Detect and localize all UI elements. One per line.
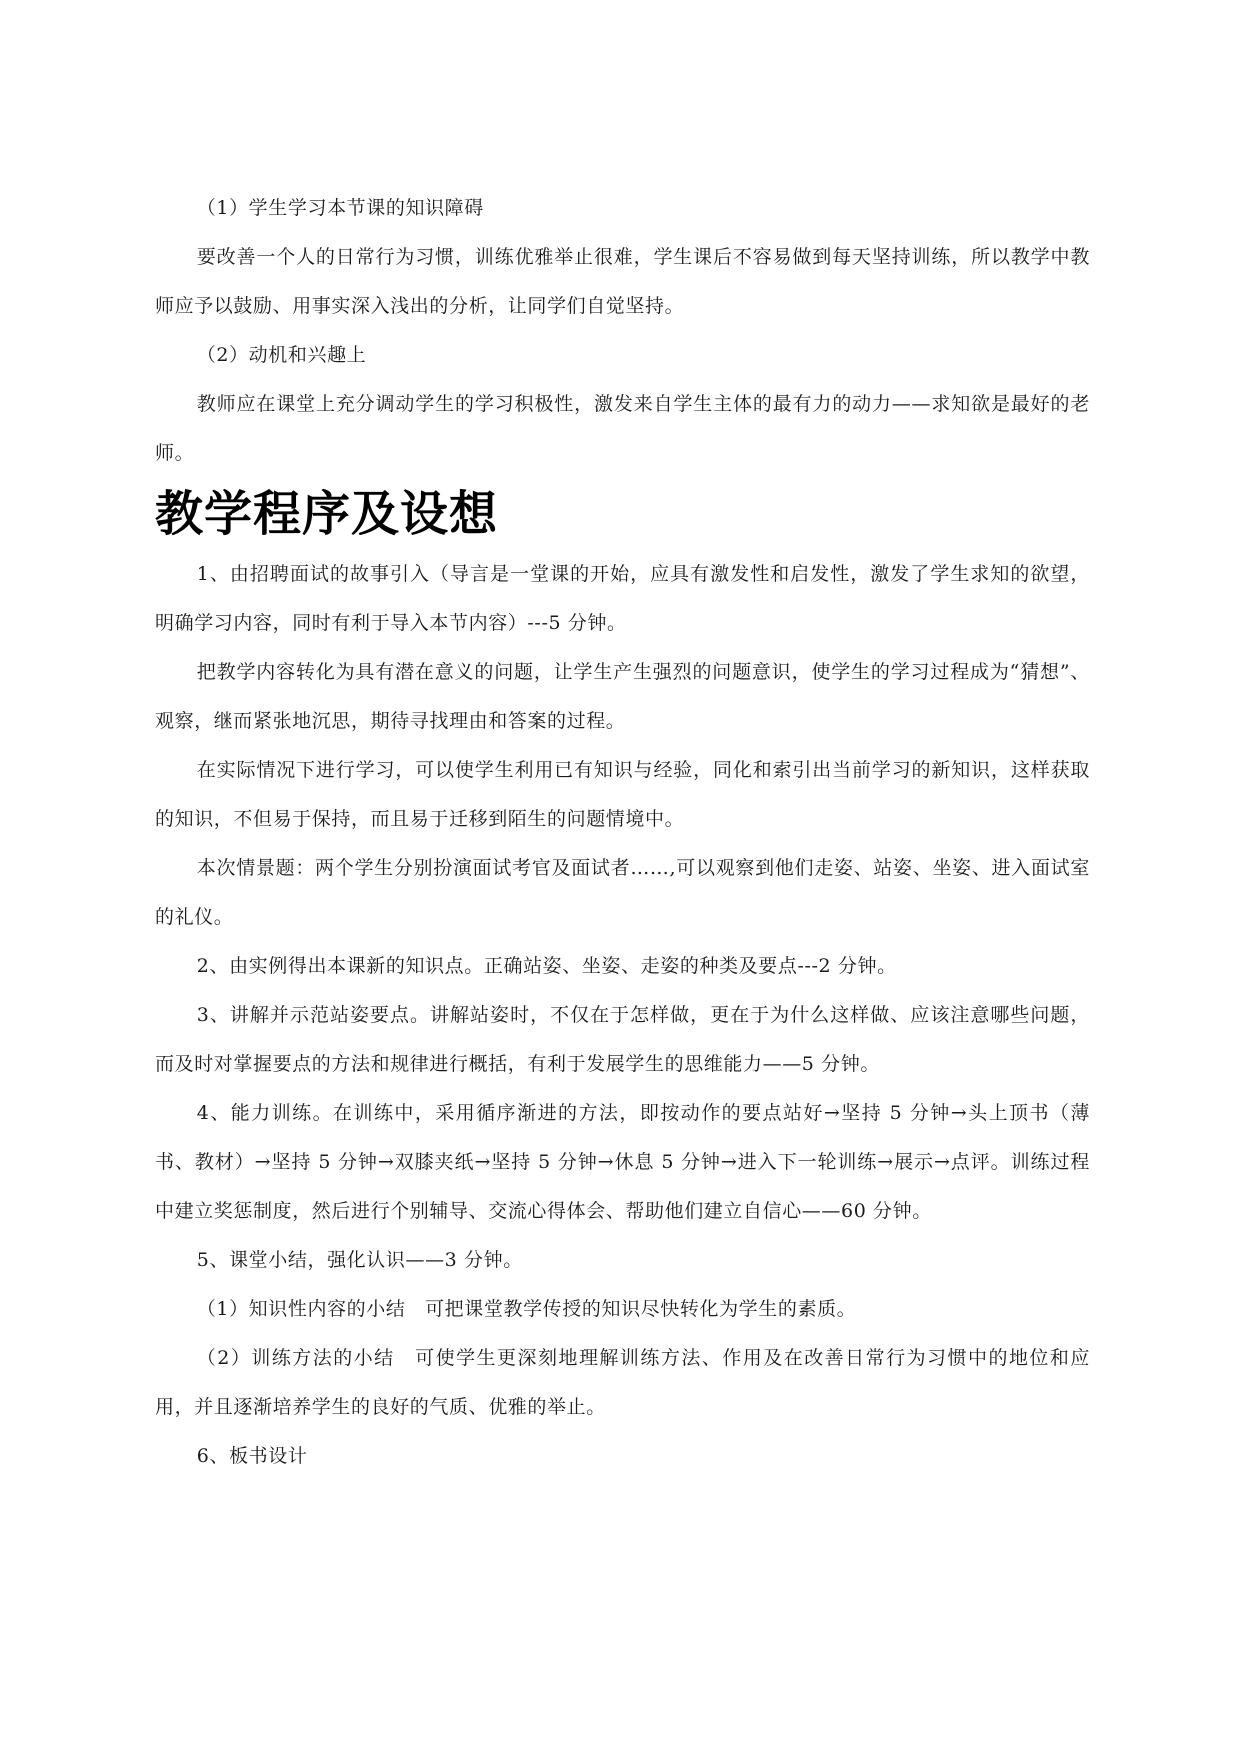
paragraph-motivation-title: （2）动机和兴趣上 — [196, 344, 367, 366]
paragraph-problem-transform: 把教学内容转化为具有潜在意义的问题，让学生产生强烈的问题意识，使学生的学习过程成为“猜想”、观察，继而紧张地沉思，期待寻找理由和答案的过程。 — [155, 661, 1090, 732]
paragraph-knowledge-obstacle-title: （1）学生学习本节课的知识障碍 — [196, 197, 484, 219]
paragraph-scenario: 本次情景题：两个学生分别扮演面试考官及面试者……,可以观察到他们走姿、站姿、坐姿、进入面试室的礼仪。 — [155, 857, 1090, 928]
paragraph-real-situation: 在实际情况下进行学习，可以使学生利用已有知识与经验，同化和索引出当前学习的新知识，这样获取的知识，不但易于保持，而且易于迁移到陌生的问题情境中。 — [155, 759, 1090, 830]
paragraph-step-1: 1、由招聘面试的故事引入（导言是一堂课的开始，应具有激发性和启发性，激发了学生求知的欲望，明确学习内容，同时有利于导入本节内容）---5 分钟。 — [155, 563, 1090, 634]
paragraph-step-5: 5、课堂小结，强化认识——3 分钟。 — [196, 1249, 523, 1271]
paragraph-knowledge-obstacle-body: 要改善一个人的日常行为习惯，训练优雅举止很难，学生课后不容易做到每天坚持训练，所以教学中教师应予以鼓励、用事实深入浅出的分析，让同学们自觉坚持。 — [155, 246, 1090, 317]
section-heading: 教学程序及设想 — [155, 486, 499, 542]
paragraph-step-6: 6、板书设计 — [196, 1445, 308, 1467]
paragraph-step-2: 2、由实例得出本课新的知识点。正确站姿、坐姿、走姿的种类及要点---2 分钟。 — [196, 955, 897, 977]
paragraph-summary-knowledge: （1）知识性内容的小结 可把课堂教学传授的知识尽快转化为学生的素质。 — [196, 1298, 857, 1320]
document-body — [155, 184, 1090, 1481]
paragraph-step-4: 4、能力训练。在训练中，采用循序渐进的方法，即按动作的要点站好→坚持 5 分钟→头上顶书（薄书、教材）→坚持 5 分钟→双膝夹纸→坚持 5 分钟→休息 5 分钟→进入下一轮训练→展示→点评。训练过程中建立奖惩制度，然后进行个别辅导、交流心得体会、帮助他们建立自信心——60 分钟。 — [155, 1102, 1090, 1222]
paragraph-summary-method: （2）训练方法的小结 可使学生更深刻地理解训练方法、作用及在改善日常行为习惯中的地位和应用，并且逐渐培养学生的良好的气质、优雅的举止。 — [155, 1347, 1090, 1418]
paragraph-step-3: 3、讲解并示范站姿要点。讲解站姿时，不仅在于怎样做，更在于为什么这样做、应该注意哪些问题，而及时对掌握要点的方法和规律进行概括，有利于发展学生的思维能力——5 分钟。 — [155, 1004, 1090, 1075]
paragraph-motivation-body: 教师应在课堂上充分调动学生的学习积极性，激发来自学生主体的最有力的动力——求知欲是最好的老师。 — [155, 393, 1090, 464]
